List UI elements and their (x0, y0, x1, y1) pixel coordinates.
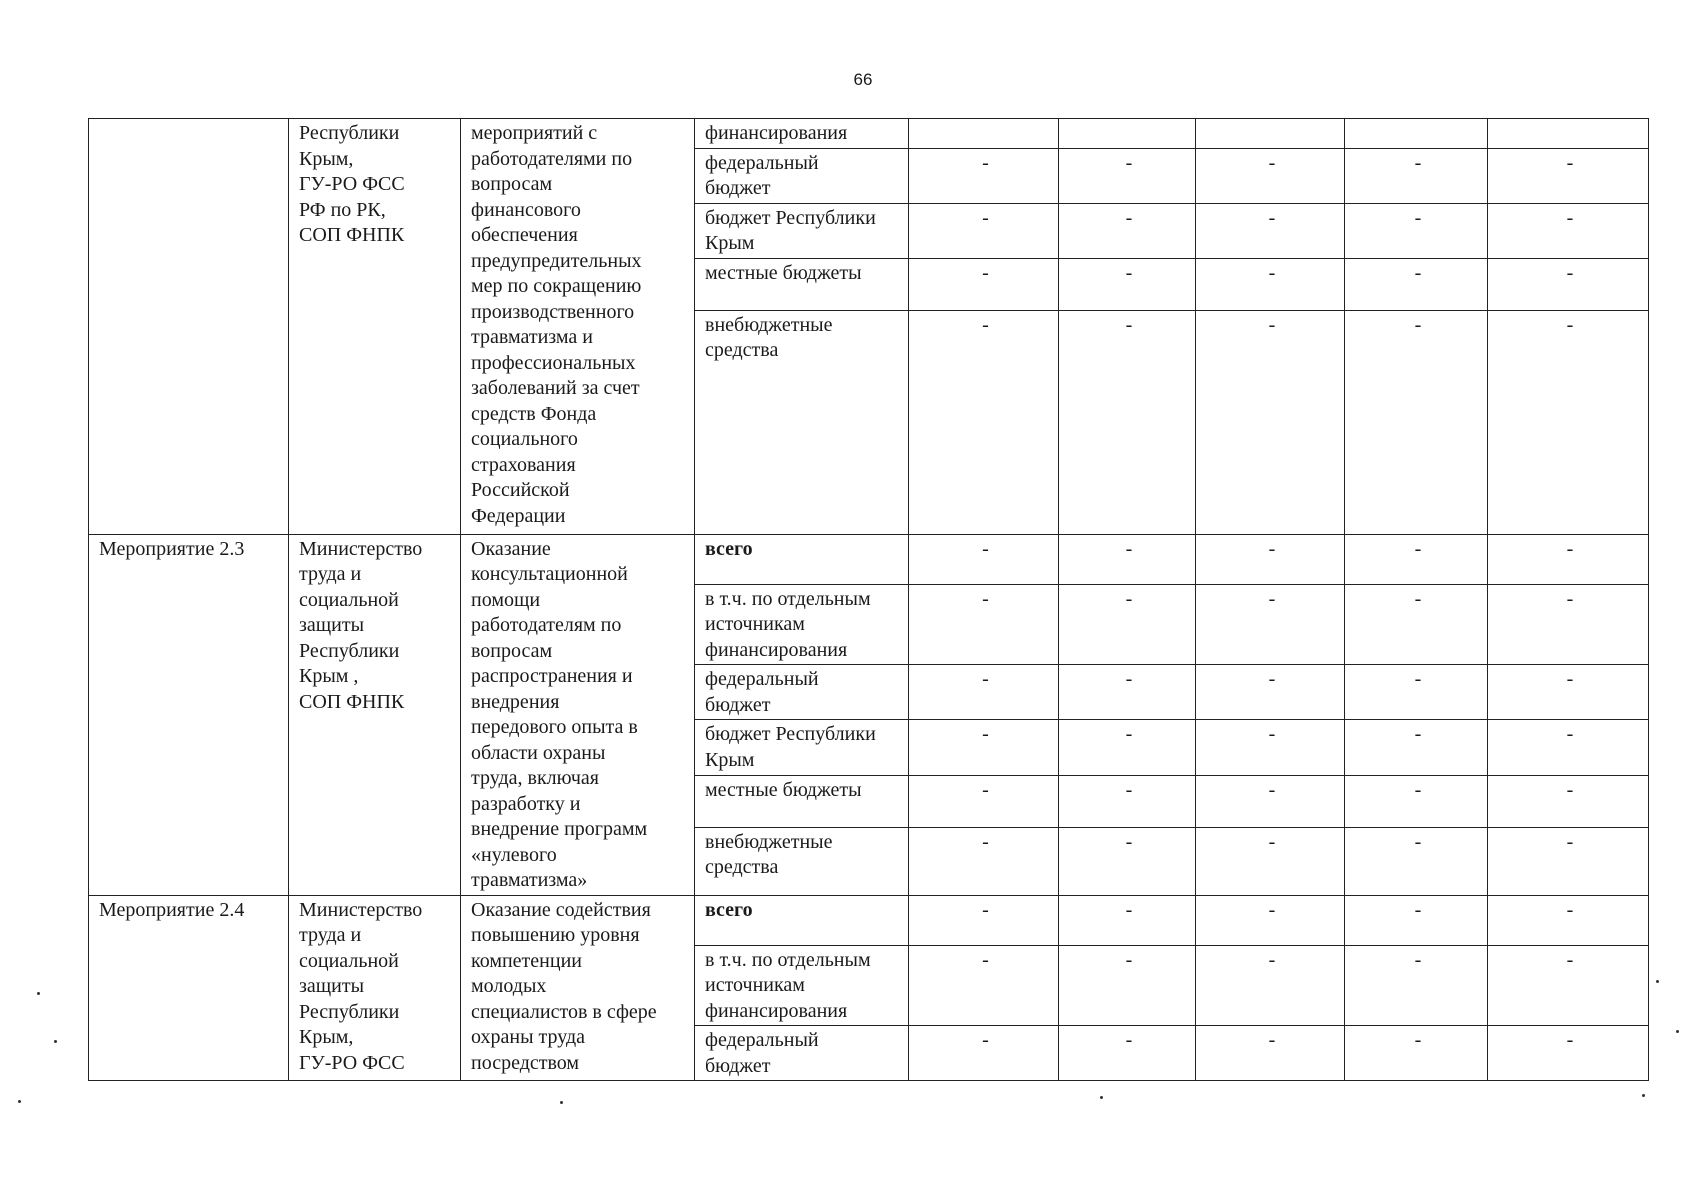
value-cell: - (1345, 310, 1488, 534)
value-cell: - (1059, 945, 1196, 1026)
value-cell: - (1345, 203, 1488, 258)
table-row (89, 534, 1649, 584)
funding-source-cell: финансирования (695, 119, 909, 149)
description-cell: мероприятий с работодателями по вопросам финансового обеспечения предупредительных мер по сокращению производственного травматизма и профессиональных заболеваний за счет средств Фонда социального страхования Российской Федерации (461, 119, 695, 535)
event-cell: Мероприятие 2.4 (89, 895, 289, 1081)
value-cell: - (1059, 310, 1196, 534)
value-cell: - (909, 827, 1059, 895)
value-cell: - (1196, 945, 1345, 1026)
value-cell: - (1345, 827, 1488, 895)
funding-source-cell: федеральный бюджет (695, 665, 909, 720)
value-cell (1196, 119, 1345, 149)
value-cell: - (1196, 258, 1345, 310)
value-cell: - (909, 945, 1059, 1026)
funding-source-cell: федеральный бюджет (695, 148, 909, 203)
value-cell: - (1488, 720, 1649, 775)
value-cell: - (1488, 148, 1649, 203)
scan-speck (1642, 1094, 1645, 1097)
value-cell (1059, 119, 1196, 149)
value-cell: - (1196, 203, 1345, 258)
value-cell: - (1488, 895, 1649, 945)
executor-cell: Республики Крым, ГУ-РО ФСС РФ по РК, СОП ФНПК (289, 119, 461, 535)
value-cell: - (1488, 775, 1649, 827)
value-cell: - (1196, 895, 1345, 945)
value-cell: - (1488, 945, 1649, 1026)
value-cell: - (1345, 895, 1488, 945)
scan-speck (37, 992, 40, 995)
value-cell: - (1059, 1026, 1196, 1081)
funding-source-cell: всего (695, 534, 909, 584)
value-cell: - (1488, 584, 1649, 665)
funding-source-cell: в т.ч. по отдельным источникам финансирования (695, 945, 909, 1026)
description-cell: Оказание содействия повышению уровня компетенции молодых специалистов в сфере охраны труда посредством (461, 895, 695, 1081)
value-cell: - (909, 203, 1059, 258)
funding-source-cell: внебюджетные средства (695, 827, 909, 895)
value-cell: - (1059, 584, 1196, 665)
value-cell (909, 119, 1059, 149)
value-cell: - (1196, 720, 1345, 775)
value-cell (1488, 119, 1649, 149)
value-cell: - (1059, 775, 1196, 827)
event-cell (89, 119, 289, 535)
value-cell: - (1488, 203, 1649, 258)
value-cell: - (1345, 258, 1488, 310)
value-cell: - (1059, 203, 1196, 258)
value-cell: - (909, 895, 1059, 945)
value-cell: - (1196, 310, 1345, 534)
table-row (89, 119, 1649, 149)
value-cell: - (1196, 534, 1345, 584)
value-cell: - (1488, 1026, 1649, 1081)
value-cell: - (909, 310, 1059, 534)
description-cell: Оказание консультационной помощи работодателям по вопросам распространения и внедрения передового опыта в области охраны труда, включая разработку и внедрение программ «нулевого травматизма» (461, 534, 695, 895)
value-cell: - (1345, 945, 1488, 1026)
value-cell: - (909, 148, 1059, 203)
value-cell: - (1345, 1026, 1488, 1081)
funding-source-cell: в т.ч. по отдельным источникам финансирования (695, 584, 909, 665)
value-cell: - (1059, 720, 1196, 775)
value-cell: - (1488, 665, 1649, 720)
value-cell: - (1345, 720, 1488, 775)
budget-table (88, 118, 1649, 1081)
value-cell (1345, 119, 1488, 149)
value-cell: - (1345, 665, 1488, 720)
funding-source-cell: бюджет Республики Крым (695, 203, 909, 258)
value-cell: - (909, 1026, 1059, 1081)
value-cell: - (1196, 584, 1345, 665)
value-cell: - (909, 584, 1059, 665)
value-cell: - (1345, 775, 1488, 827)
value-cell: - (1196, 665, 1345, 720)
scan-speck (1676, 1030, 1679, 1033)
funding-source-cell: бюджет Республики Крым (695, 720, 909, 775)
scan-speck (560, 1101, 563, 1104)
value-cell: - (1345, 148, 1488, 203)
value-cell: - (1345, 534, 1488, 584)
value-cell: - (1059, 665, 1196, 720)
funding-source-cell: местные бюджеты (695, 775, 909, 827)
value-cell: - (909, 720, 1059, 775)
value-cell: - (1059, 895, 1196, 945)
funding-source-cell: внебюджетные средства (695, 310, 909, 534)
executor-cell: Министерство труда и социальной защиты Республики Крым, ГУ-РО ФСС (289, 895, 461, 1081)
funding-source-cell: всего (695, 895, 909, 945)
value-cell: - (1059, 827, 1196, 895)
value-cell: - (909, 258, 1059, 310)
value-cell: - (1345, 584, 1488, 665)
value-cell: - (1196, 827, 1345, 895)
value-cell: - (909, 665, 1059, 720)
funding-source-cell: федеральный бюджет (695, 1026, 909, 1081)
value-cell: - (1488, 534, 1649, 584)
value-cell: - (1196, 775, 1345, 827)
table-row (89, 895, 1649, 945)
scan-speck (1100, 1096, 1103, 1099)
value-cell: - (1059, 258, 1196, 310)
value-cell: - (1196, 1026, 1345, 1081)
event-cell: Мероприятие 2.3 (89, 534, 289, 895)
scan-speck (54, 1040, 57, 1043)
value-cell: - (1059, 148, 1196, 203)
value-cell: - (1196, 148, 1345, 203)
value-cell: - (1059, 534, 1196, 584)
executor-cell: Министерство труда и социальной защиты Республики Крым , СОП ФНПК (289, 534, 461, 895)
value-cell: - (909, 534, 1059, 584)
page-number: 66 (853, 70, 873, 89)
value-cell: - (1488, 258, 1649, 310)
value-cell: - (1488, 310, 1649, 534)
scan-speck (1656, 980, 1659, 983)
value-cell: - (909, 775, 1059, 827)
funding-source-cell: местные бюджеты (695, 258, 909, 310)
value-cell: - (1488, 827, 1649, 895)
scan-speck (18, 1100, 21, 1103)
